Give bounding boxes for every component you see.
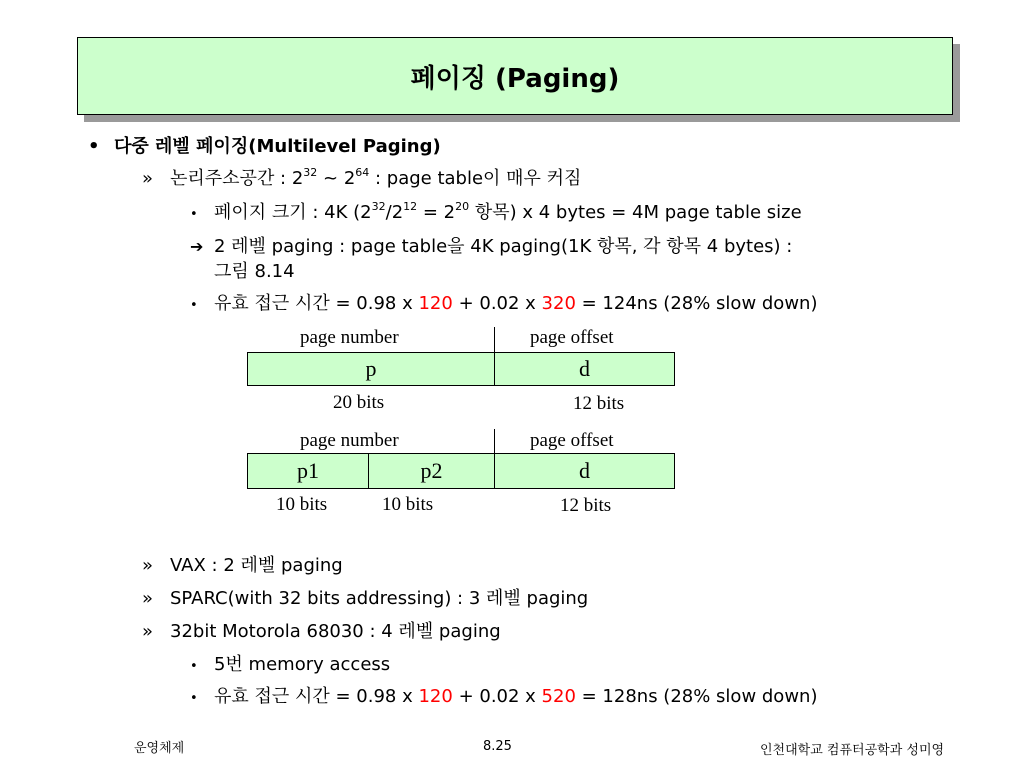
bits-page-number: 20 bits [333, 392, 385, 413]
superscript: 64 [355, 166, 370, 179]
bits-p2: 10 bits [382, 494, 434, 515]
superscript: 12 [403, 200, 418, 213]
cell-p2: p2 [368, 453, 495, 489]
item-logical-space [142, 164, 581, 190]
bits-page-offset: 12 bits [573, 393, 625, 414]
superscript: 32 [371, 200, 386, 213]
item-vax [142, 551, 343, 577]
arrow-icon: ➔ [190, 237, 204, 256]
cell-p: p [247, 352, 495, 386]
title-box [77, 37, 953, 115]
label-page-offset: page offset [530, 327, 614, 348]
bullet-marker: • [190, 298, 198, 313]
text: + 0.02 x [452, 686, 542, 707]
slide-title: 페이징 (Paging) [410, 63, 620, 94]
cell-d: d [494, 453, 675, 489]
text: = 2 [417, 202, 456, 223]
footer-author: 인천대학교 컴퓨터공학과 성미영 [760, 743, 945, 758]
superscript: 32 [303, 166, 318, 179]
text: 유효 접근 시간 = 0.98 x [214, 686, 419, 707]
text: 2 레벨 paging : page table을 4K paging(1K 항목, 각 항목 4 bytes) : [214, 236, 793, 257]
text: 페이지 크기 : 4K (2 [214, 202, 372, 223]
raquo-marker: » [142, 621, 154, 642]
bullet-marker: • [190, 207, 198, 222]
item-eat-1 [190, 289, 817, 315]
text: ~ 2 [317, 168, 356, 189]
bullet-marker: • [190, 691, 198, 706]
item-page-size [190, 198, 802, 224]
divider-line [494, 327, 495, 353]
text: 유효 접근 시간 = 0.98 x [214, 293, 419, 314]
highlight-value: 320 [541, 293, 576, 314]
bullet-main [88, 132, 441, 158]
text: = 128ns (28% slow down) [575, 686, 818, 707]
text: 5번 memory access [214, 654, 391, 675]
superscript: 20 [455, 200, 470, 213]
bullet-marker: • [190, 659, 198, 674]
raquo-marker: » [142, 555, 154, 576]
item-eat-2 [190, 682, 817, 708]
footer-page-number: 8.25 [483, 739, 512, 754]
label-page-number: page number [300, 327, 399, 348]
footer-course: 운영체제 [134, 741, 185, 756]
text: = 124ns (28% slow down) [575, 293, 818, 314]
bits-offset: 12 bits [560, 495, 612, 516]
item-two-level-line2: 그림 8.14 [214, 261, 295, 282]
text: 논리주소공간 : 2 [170, 168, 304, 189]
cell-p1: p1 [247, 453, 369, 489]
label-page-number: page number [300, 430, 399, 451]
raquo-marker: » [142, 588, 154, 609]
text: 32bit Motorola 68030 : 4 레벨 paging [170, 621, 501, 642]
highlight-value: 520 [541, 686, 576, 707]
bits-p1: 10 bits [276, 494, 328, 515]
text: + 0.02 x [452, 293, 542, 314]
divider-line [494, 429, 495, 455]
item-motorola [142, 617, 501, 643]
text: /2 [385, 202, 404, 223]
item-mem-access [190, 650, 390, 676]
bullet-marker: • [88, 136, 100, 157]
text: 항목) x 4 bytes = 4M page table size [469, 202, 802, 223]
highlight-value: 120 [418, 293, 453, 314]
bullet-main-text: 다중 레벨 페이징(Multilevel Paging) [114, 136, 441, 157]
text: VAX : 2 레벨 paging [170, 555, 343, 576]
cell-d: d [494, 352, 675, 386]
label-page-offset: page offset [530, 430, 614, 451]
item-two-level [190, 232, 792, 258]
item-sparc [142, 584, 588, 610]
highlight-value: 120 [418, 686, 453, 707]
text: : page table이 매우 커짐 [369, 168, 582, 189]
raquo-marker: » [142, 168, 154, 189]
text: SPARC(with 32 bits addressing) : 3 레벨 paging [170, 588, 589, 609]
